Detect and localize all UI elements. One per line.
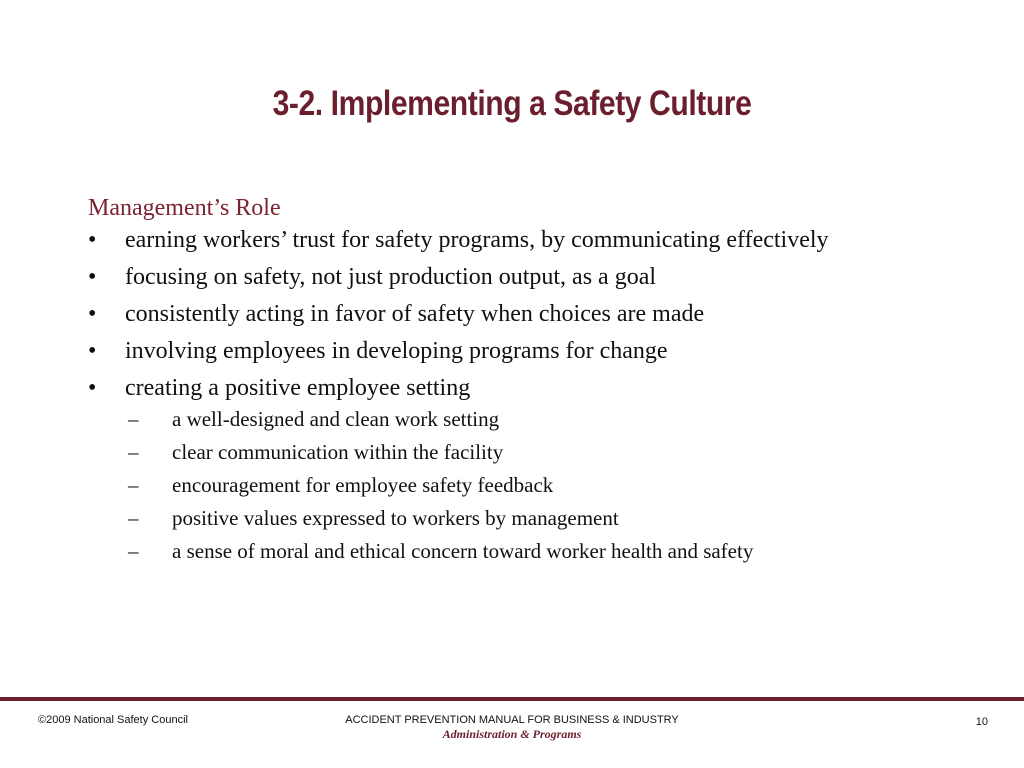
dash-marker: – bbox=[128, 506, 139, 530]
subbullet-text: a well-designed and clean work setting bbox=[172, 407, 500, 431]
subbullet-text: clear communication within the facility bbox=[172, 440, 504, 464]
page-number: 10 bbox=[975, 716, 988, 728]
section-heading: Management’s Role bbox=[88, 195, 281, 221]
bullet-text: focusing on safety, not just production output, as a goal bbox=[125, 264, 657, 290]
bullet-item bbox=[88, 336, 928, 366]
bullet-marker: • bbox=[88, 375, 97, 401]
slide-content bbox=[88, 193, 938, 571]
bullet-marker: • bbox=[88, 227, 97, 253]
subbullet-item bbox=[128, 406, 888, 432]
bullet-text: involving employees in developing programs for change bbox=[125, 338, 668, 364]
bullet-item bbox=[88, 262, 928, 292]
subbullet-text: a sense of moral and ethical concern toward worker health and safety bbox=[172, 539, 754, 563]
dash-marker: – bbox=[128, 407, 139, 431]
bullet-list bbox=[88, 225, 938, 564]
bullet-text: consistently acting in favor of safety when choices are made bbox=[125, 301, 705, 327]
bullet-marker: • bbox=[88, 301, 97, 327]
subbullet-item bbox=[128, 505, 888, 531]
bullet-marker: • bbox=[88, 264, 97, 290]
footer-manual-subtitle: Administration & Programs bbox=[442, 727, 582, 741]
footer-copyright: ©2009 National Safety Council bbox=[38, 714, 188, 726]
dash-marker: – bbox=[128, 539, 139, 563]
bullet-marker: • bbox=[88, 338, 97, 364]
bullet-text: earning workers’ trust for safety programs, by communicating effectively bbox=[125, 227, 829, 253]
bullet-item bbox=[88, 299, 928, 329]
dash-marker: – bbox=[128, 440, 139, 464]
footer-manual-title: ACCIDENT PREVENTION MANUAL FOR BUSINESS & INDUSTRY bbox=[345, 714, 679, 726]
subbullet-item bbox=[128, 472, 888, 498]
bullet-item bbox=[88, 225, 928, 255]
subbullet-item bbox=[128, 538, 888, 564]
slide-title: 3-2. Implementing a Safety Culture bbox=[272, 84, 752, 123]
subbullet-text: encouragement for employee safety feedback bbox=[172, 473, 554, 497]
footer-divider bbox=[0, 697, 1024, 701]
bullet-text: creating a positive employee setting bbox=[125, 375, 471, 401]
subbullet-text: positive values expressed to workers by management bbox=[172, 506, 619, 530]
bullet-item bbox=[88, 373, 928, 564]
footer-manual bbox=[312, 714, 712, 742]
dash-marker: – bbox=[128, 473, 139, 497]
subbullet-list bbox=[128, 406, 928, 564]
subbullet-item bbox=[128, 439, 888, 465]
